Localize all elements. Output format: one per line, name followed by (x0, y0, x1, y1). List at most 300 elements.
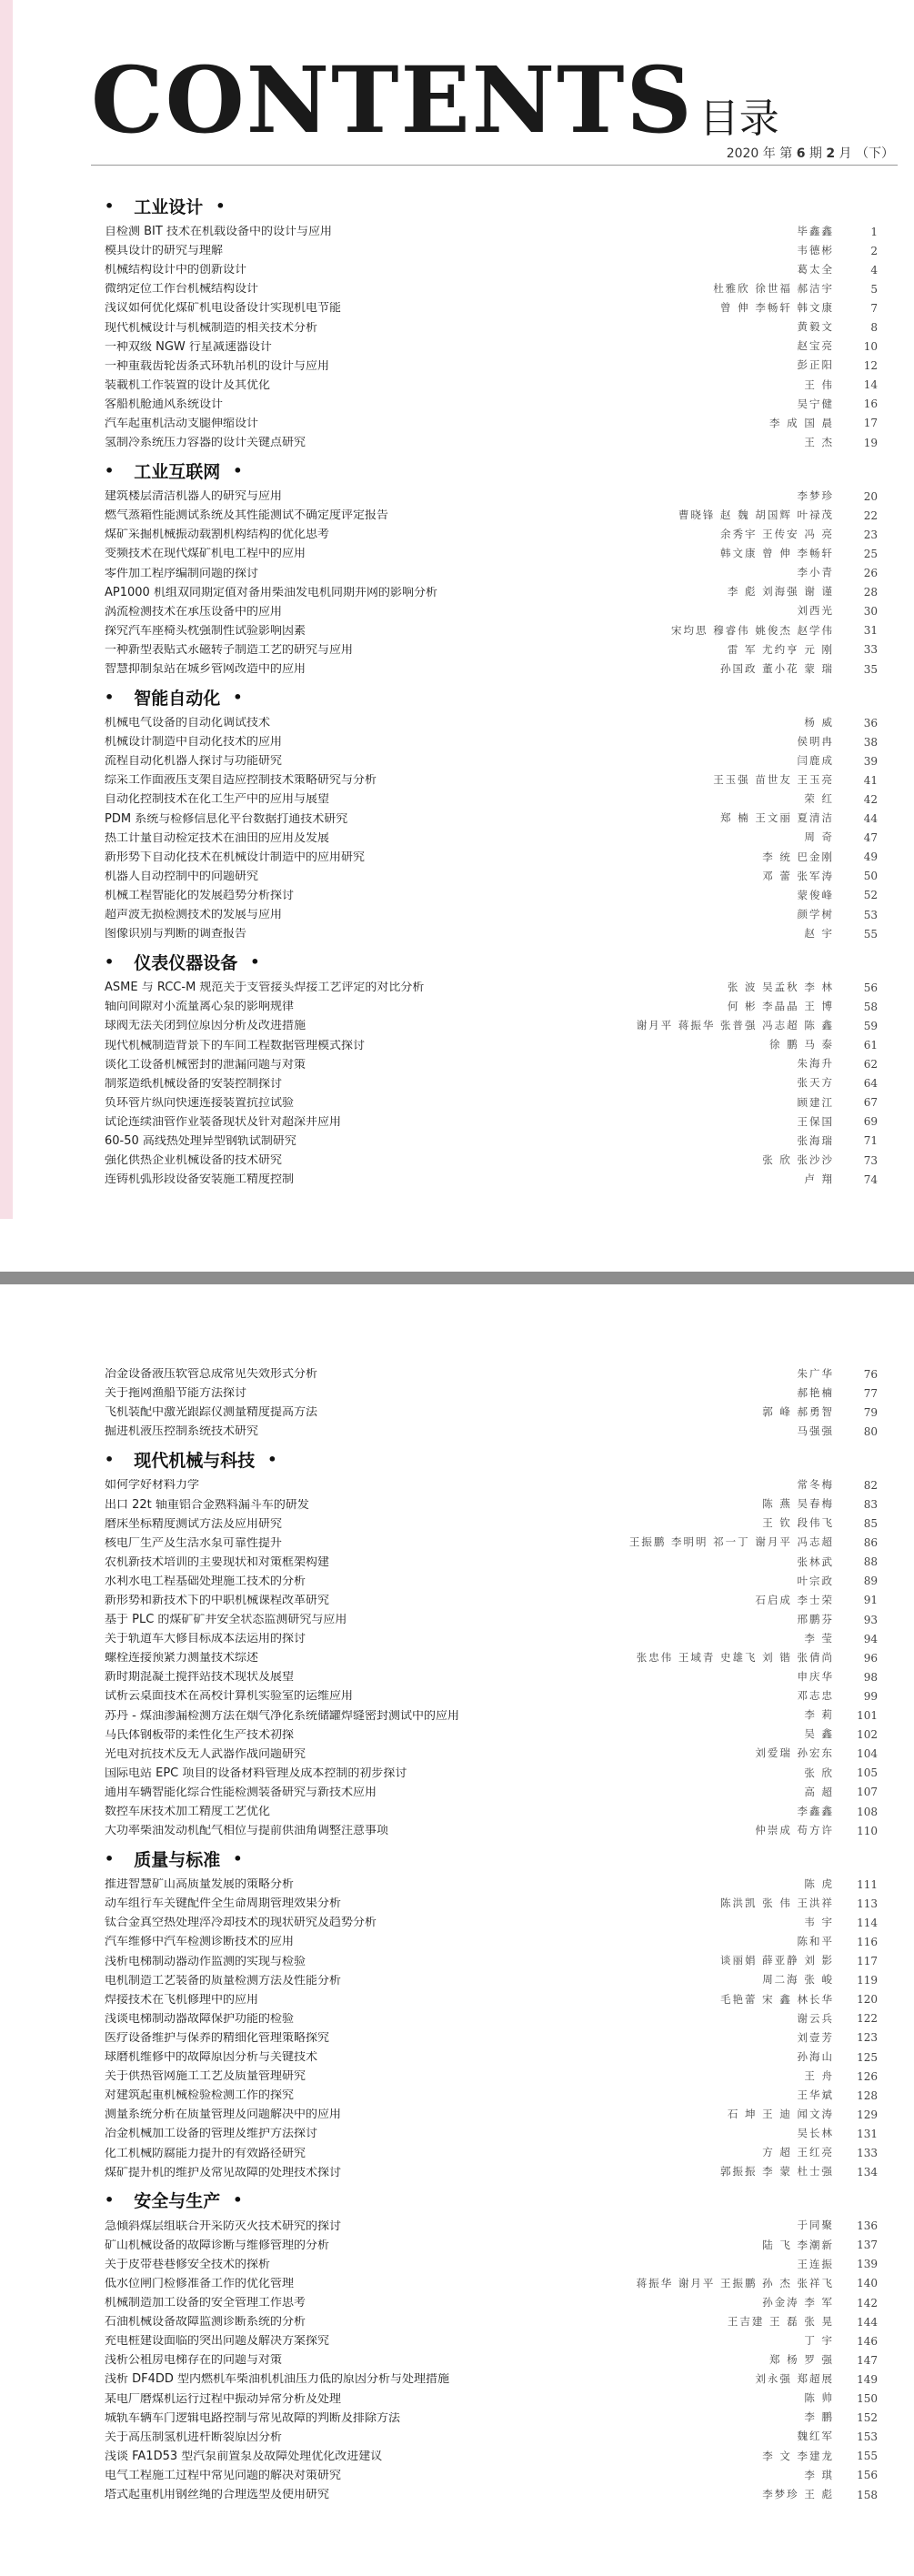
article-authors: 杜雅欣 徐世福 郝洁宇 (713, 282, 834, 296)
article-authors: 邓志忠 (797, 1689, 834, 1703)
article-title: 关于拖网渔船节能方法探讨 (105, 1387, 247, 1400)
toc-entry[interactable] (105, 1686, 878, 1706)
article-page: 96 (863, 1651, 878, 1665)
toc-entry[interactable] (105, 1726, 878, 1745)
article-page: 128 (857, 2088, 878, 2102)
article-page: 98 (863, 1670, 878, 1684)
article-page: 56 (863, 981, 878, 994)
toc-entry[interactable] (105, 1494, 878, 1514)
article-page: 131 (857, 2127, 878, 2140)
article-page: 137 (857, 2239, 878, 2252)
article-page: 71 (863, 1134, 878, 1148)
toc-entry[interactable] (105, 2048, 878, 2067)
article-authors: 孙国政 董小花 蒙 瑞 (720, 661, 834, 675)
article-authors: 毕鑫鑫 (797, 224, 834, 237)
toc-entry[interactable] (105, 2105, 878, 2124)
toc-entry[interactable] (105, 2312, 878, 2331)
article-title: 客船机舱通风系统设计 (105, 397, 224, 410)
toc-entry[interactable] (105, 583, 878, 602)
article-page: 91 (863, 1594, 878, 1607)
toc-entry[interactable] (105, 260, 878, 279)
article-authors: 李 彪 刘海强 谢 谨 (727, 585, 834, 599)
article-authors: 彭正阳 (797, 358, 834, 372)
issue-year-suffix: 年 第 (762, 146, 793, 161)
article-title: 机械工程智能化的发展趋势分析探讨 (105, 889, 295, 901)
toc-entry[interactable] (105, 414, 878, 433)
article-authors: 张 波 吴孟秋 李 林 (727, 980, 834, 993)
article-authors: 李 莉 (804, 1708, 834, 1722)
article-title: 测量系统分析在质量管理及问题解决中的应用 (105, 2108, 342, 2121)
article-authors: 朱海升 (797, 1057, 834, 1071)
toc-entry[interactable] (105, 1667, 878, 1686)
article-title: 石油机械设备故障监测诊断系统的分析 (105, 2316, 306, 2329)
article-title: 自动化控制技术在化工生产中的应用与展望 (105, 793, 330, 806)
article-title: 核电厂生产及生活水泵可靠性提升 (105, 1536, 283, 1549)
article-authors: 于同聚 (797, 2219, 834, 2232)
toc-entry[interactable] (105, 621, 878, 640)
article-title: 磨床坐标精度测试方法及应用研究 (105, 1517, 283, 1530)
article-page: 53 (863, 908, 878, 921)
article-title: 装載机工作装置的设计及其优化 (105, 378, 271, 391)
article-title: 新形势和新技术下的中职机械课程改革研究 (105, 1594, 330, 1606)
article-authors: 陈和平 (797, 1935, 834, 1948)
bullet-icon: • (216, 196, 226, 215)
toc-entry[interactable] (105, 2028, 878, 2048)
article-page: 28 (863, 586, 878, 599)
section-heading (105, 684, 878, 709)
toc-entry[interactable] (105, 1875, 878, 1894)
article-authors: 王玉强 苗世友 王玉亮 (713, 773, 834, 787)
toc-entry[interactable] (105, 2390, 878, 2409)
article-title: 模具设计的研究与理解 (105, 245, 224, 257)
article-page: 33 (863, 643, 878, 657)
toc-entry[interactable] (105, 2409, 878, 2428)
toc-entry[interactable] (105, 2143, 878, 2162)
article-authors: 张 欣 (804, 1766, 834, 1779)
article-authors: 刘永强 郑超展 (755, 2372, 834, 2386)
article-authors: 郝艳楠 (797, 1385, 834, 1399)
toc-entry[interactable] (105, 2293, 878, 2312)
article-page: 39 (863, 754, 878, 768)
article-authors: 邢鹏芬 (797, 1612, 834, 1625)
article-authors: 张林武 (797, 1555, 834, 1568)
article-authors: 赵 宇 (804, 926, 834, 940)
article-authors: 邓 蕾 张军涛 (762, 869, 834, 882)
article-title: 数控车床技术加工精度工艺优化 (105, 1806, 271, 1818)
article-page: 150 (857, 2392, 878, 2406)
article-page: 101 (857, 1709, 878, 1723)
section-title: 工业设计 (134, 196, 204, 217)
article-title: 流程自动化机器人探讨与功能研究 (105, 755, 283, 768)
contents-page-1 (0, 0, 914, 1273)
issue-month-suffix: 月 (839, 146, 852, 161)
article-title: 水利水电工程基础处理施工技术的分析 (105, 1575, 306, 1587)
article-page: 62 (863, 1058, 878, 1072)
toc-entry[interactable] (105, 222, 878, 241)
contents-title-cn: 目录 (698, 96, 779, 142)
article-page: 31 (863, 624, 878, 638)
toc-entry[interactable] (105, 751, 878, 770)
section-title: 智能自动化 (134, 688, 221, 709)
article-page: 85 (863, 1517, 878, 1531)
article-page: 74 (863, 1172, 878, 1186)
section-heading (105, 458, 878, 483)
article-title: AP1000 机组双同期定值对备用柴油发电机同期并网的影响分析 (105, 586, 437, 599)
article-authors: 李 琪 (804, 2468, 834, 2481)
toc-entry[interactable] (105, 1932, 878, 1951)
section-title: 现代机械与科技 (134, 1450, 256, 1471)
toc-entry[interactable] (105, 1170, 878, 1189)
toc-entry[interactable] (105, 1706, 878, 1726)
toc-entry[interactable] (105, 1913, 878, 1932)
toc-entry[interactable] (105, 337, 878, 357)
article-page: 35 (863, 662, 878, 676)
article-title: 汽车起重机活动支腿伸缩设计 (105, 417, 259, 429)
toc-entry[interactable] (105, 1364, 878, 1384)
article-title: 大功率柴油发动机配气相位与提前供油角调整注意事项 (105, 1825, 389, 1837)
article-title: 新形势下自动化技术在机械设计制造中的应用研究 (105, 850, 366, 863)
toc-entry[interactable] (105, 1553, 878, 1572)
toc-entry[interactable] (105, 1802, 878, 1821)
article-page: 69 (863, 1115, 878, 1129)
article-title: 城轨车辆车门逻辑电路控制与常见故障的判断及排除方法 (105, 2411, 401, 2424)
article-page: 19 (863, 436, 878, 449)
article-title: 一种新型表贴式永磁转子制造工艺的研究与应用 (105, 643, 354, 656)
toc-entry[interactable] (105, 867, 878, 886)
toc-entry[interactable] (105, 1745, 878, 1764)
article-authors: 刘壹芳 (797, 2030, 834, 2044)
toc-entry[interactable] (105, 487, 878, 506)
article-authors: 荣 红 (804, 792, 834, 806)
article-authors: 谢云兵 (797, 2011, 834, 2025)
article-title: 低水位闸门检修准备工作的优化管理 (105, 2277, 295, 2289)
toc-entry[interactable] (105, 1971, 878, 1990)
article-title: 国际电站 EPC 项目的设备材料管理及成本控制的初步探讨 (105, 1766, 407, 1779)
article-authors: 李梦珍 (797, 488, 834, 502)
toc-page-2 (105, 1364, 878, 2504)
article-page: 94 (863, 1632, 878, 1645)
bullet-icon: • (233, 688, 243, 706)
article-title: 汽车维修中汽车检测诊断技术的应用 (105, 1936, 295, 1948)
bullet-icon: • (105, 688, 115, 706)
article-title: 现代机械制造背景下的车间工程数据管理模式探讨 (105, 1039, 366, 1052)
article-title: 浅议如何优化煤矿机电设备设计实现机电节能 (105, 302, 342, 315)
article-page: 133 (857, 2147, 878, 2160)
article-title: 浅谈 FA1D53 型汽泵前置泵及故障处理优化改进建议 (105, 2450, 383, 2462)
article-authors: 韦德彬 (797, 243, 834, 257)
article-page: 82 (863, 1478, 878, 1492)
toc-entry[interactable] (105, 978, 878, 997)
article-page: 155 (857, 2450, 878, 2463)
article-authors: 郑 杨 罗 强 (769, 2353, 834, 2367)
bullet-icon: • (105, 461, 115, 479)
section-heading (105, 2188, 878, 2213)
article-page: 26 (863, 567, 878, 580)
article-page: 23 (863, 528, 878, 541)
toc-entry[interactable] (105, 1894, 878, 1913)
article-page: 52 (863, 889, 878, 902)
article-authors: 杨 威 (804, 715, 834, 729)
bullet-icon: • (267, 1450, 277, 1468)
toc-entry[interactable] (105, 713, 878, 732)
article-title: 关于高压制氢机进杆断裂原因分析 (105, 2430, 283, 2443)
article-title: 机械设计制造中自动化技术的应用 (105, 736, 283, 749)
toc-entry[interactable] (105, 2350, 878, 2370)
article-authors: 仲崇成 苟方许 (755, 1823, 834, 1836)
article-authors: 李 统 巴金刚 (762, 850, 834, 863)
article-authors: 王 杰 (804, 435, 834, 448)
toc-entry[interactable] (105, 1514, 878, 1534)
toc-entry[interactable] (105, 1112, 878, 1132)
toc-entry[interactable] (105, 1035, 878, 1054)
article-title: 急倾斜煤层组联合开采防灭火技术研究的探讨 (105, 2219, 342, 2232)
article-page: 134 (857, 2166, 878, 2179)
toc-entry[interactable] (105, 1403, 878, 1422)
article-title: 冶金机械加工设备的管理及维护方法探讨 (105, 2128, 318, 2140)
article-authors: 陈 虎 (804, 1877, 834, 1890)
toc-entry[interactable] (105, 2331, 878, 2350)
toc-entry[interactable] (105, 1093, 878, 1112)
article-title: 试论连续油管作业装备现状及针对超深井应用 (105, 1115, 342, 1128)
article-page: 120 (857, 1993, 878, 2007)
article-page: 153 (857, 2430, 878, 2444)
toc-entry[interactable] (105, 886, 878, 905)
toc-entry[interactable] (105, 2236, 878, 2255)
article-page: 83 (863, 1498, 878, 1512)
article-title: 负环管片纵向快速连接装置抗拉试验 (105, 1096, 295, 1109)
article-page: 125 (857, 2050, 878, 2064)
article-page: 99 (863, 1689, 878, 1703)
article-title: 微纳定位工作台机械结构设计 (105, 283, 259, 296)
toc-entry[interactable] (105, 2217, 878, 2236)
article-title: 综采工作面液压支架自适应控制技术策略研究与分析 (105, 774, 377, 787)
toc-entry[interactable] (105, 1572, 878, 1591)
article-page: 123 (857, 2031, 878, 2045)
article-title: 燃气蒸箱性能测试系统及其性能测试不确定度评定报告 (105, 509, 389, 522)
article-authors: 吴宁健 (797, 397, 834, 410)
toc-entry[interactable] (105, 279, 878, 298)
article-authors: 赵宝亮 (797, 339, 834, 353)
toc-entry[interactable] (105, 659, 878, 679)
toc-entry[interactable] (105, 2274, 878, 2293)
toc-entry[interactable] (105, 2009, 878, 2028)
article-page: 107 (857, 1786, 878, 1799)
toc-entry[interactable] (105, 1629, 878, 1648)
toc-entry[interactable] (105, 2447, 878, 2466)
toc-entry[interactable] (105, 997, 878, 1016)
section-title: 安全与生产 (134, 2191, 221, 2212)
toc-entry[interactable] (105, 2428, 878, 2447)
article-page: 149 (857, 2372, 878, 2386)
article-title: 关于供热管网施工工艺及质量管理研究 (105, 2070, 306, 2083)
toc-entry[interactable] (105, 2255, 878, 2274)
article-title: 农机新技术培训的主要现状和对策框架构建 (105, 1555, 330, 1568)
article-page: 41 (863, 773, 878, 787)
article-authors: 王振鹏 李明明 祁一丁 谢月平 冯志超 (628, 1535, 834, 1549)
article-page: 61 (863, 1039, 878, 1052)
article-page: 80 (863, 1424, 878, 1438)
article-title: 浅谈电梯制动器故障保护功能的检验 (105, 2012, 295, 2025)
article-authors: 张忠伟 王域青 史雄飞 刘 锴 张倩尚 (636, 1651, 834, 1665)
toc-entry[interactable] (105, 1475, 878, 1494)
toc-entry[interactable] (105, 1610, 878, 1629)
article-page: 76 (863, 1367, 878, 1381)
article-authors: 毛艳蕾 宋 鑫 林长华 (720, 1992, 834, 2006)
article-authors: 王 伟 (804, 377, 834, 391)
toc-entry[interactable] (105, 790, 878, 809)
toc-entry[interactable] (105, 395, 878, 414)
article-authors: 李 莹 (804, 1631, 834, 1645)
article-authors: 谢月平 蒋振华 张普强 冯志超 陈 鑫 (636, 1019, 834, 1032)
toc-entry[interactable] (105, 241, 878, 260)
article-page: 110 (857, 1824, 878, 1837)
toc-entry[interactable] (105, 905, 878, 924)
toc-entry[interactable] (105, 2485, 878, 2504)
article-page: 1 (870, 225, 878, 238)
toc-entry[interactable] (105, 564, 878, 583)
article-title: 涡流检测技术在承压设备中的应用 (105, 605, 283, 618)
toc-entry[interactable] (105, 506, 878, 525)
toc-entry[interactable] (105, 1055, 878, 1074)
toc-entry[interactable] (105, 602, 878, 621)
article-page: 108 (857, 1805, 878, 1818)
toc-entry[interactable] (105, 829, 878, 848)
article-authors: 孙海山 (797, 2049, 834, 2063)
article-authors: 陆 飞 李潮新 (762, 2238, 834, 2251)
article-authors: 张天方 (797, 1076, 834, 1090)
toc-entry[interactable] (105, 376, 878, 395)
article-page: 49 (863, 850, 878, 864)
toc-entry[interactable] (105, 1764, 878, 1783)
toc-entry[interactable] (105, 640, 878, 659)
article-title: 马氏体钢板带的柔性化生产技术初探 (105, 1728, 295, 1741)
article-authors: 曾 伸 李畅轩 韩文康 (720, 301, 834, 315)
issue-number: 6 (796, 146, 806, 161)
article-page: 102 (857, 1728, 878, 1742)
article-authors: 丁 宇 (804, 2334, 834, 2348)
toc-entry[interactable] (105, 1591, 878, 1610)
toc-entry[interactable] (105, 770, 878, 790)
article-page: 55 (863, 927, 878, 941)
article-page: 114 (857, 1916, 878, 1929)
toc-entry[interactable] (105, 1783, 878, 1802)
issue-year: 2020 (726, 146, 759, 161)
article-title: 机械电气设备的自动化调试技术 (105, 717, 271, 730)
article-page: 14 (863, 378, 878, 392)
toc-entry[interactable] (105, 2163, 878, 2182)
article-title: 矿山机械设备的故障诊断与维修管理的分析 (105, 2239, 330, 2251)
toc-entry[interactable] (105, 1821, 878, 1840)
article-page: 142 (857, 2296, 878, 2309)
contents-title-en: CONTENTS (91, 46, 694, 154)
toc-entry[interactable] (105, 848, 878, 867)
article-authors: 吴长林 (797, 2127, 834, 2140)
toc-entry[interactable] (105, 1132, 878, 1151)
article-title: 探究汽车座椅头枕强制性试验影响因素 (105, 624, 306, 637)
article-title: 谈化工设备机械密封的泄漏问题与对策 (105, 1058, 306, 1071)
article-page: 116 (857, 1935, 878, 1948)
header-rule (91, 165, 898, 166)
article-authors: 宋均思 穆睿伟 姚俊杰 赵学伟 (671, 623, 834, 637)
toc-entry[interactable] (105, 2124, 878, 2143)
article-authors: 张 欣 张沙沙 (762, 1152, 834, 1166)
article-page: 105 (857, 1766, 878, 1780)
article-authors: 韦 宇 (804, 1916, 834, 1929)
section-title: 仪表仪器设备 (134, 952, 238, 973)
toc-entry[interactable] (105, 525, 878, 544)
toc-entry[interactable] (105, 2370, 878, 2389)
article-authors: 黄毅文 (797, 320, 834, 334)
article-title: 球磨机维修中的故障原因分析与关键技术 (105, 2051, 318, 2064)
article-page: 12 (863, 359, 878, 373)
toc-entry[interactable] (105, 1074, 878, 1093)
toc-entry[interactable] (105, 357, 878, 376)
toc-entry[interactable] (105, 298, 878, 317)
article-page: 58 (863, 1000, 878, 1013)
bullet-icon: • (233, 2191, 243, 2209)
toc-entry[interactable] (105, 317, 878, 337)
article-authors: 王 舟 (804, 2068, 834, 2082)
bullet-icon: • (250, 952, 260, 971)
section-heading (105, 1846, 878, 1871)
article-title: 浅析电梯制动器动作监测的实现与检验 (105, 1955, 306, 1967)
toc-entry[interactable] (105, 1151, 878, 1170)
toc-entry[interactable] (105, 924, 878, 943)
article-authors: 王吉建 王 磊 张 晃 (727, 2314, 834, 2328)
article-authors: 侯明冉 (797, 734, 834, 748)
article-page: 8 (870, 321, 878, 335)
toc-entry[interactable] (105, 1534, 878, 1553)
article-authors: 郑 楠 王文丽 夏清洁 (720, 811, 834, 825)
article-title: 焊接技术在飞机修理中的应用 (105, 1993, 259, 2006)
toc-entry[interactable] (105, 1422, 878, 1441)
toc-entry[interactable] (105, 1990, 878, 2009)
article-title: 一种重载齿轮齿条式环轨吊机的设计与应用 (105, 359, 330, 372)
article-authors: 方 超 王红亮 (762, 2146, 834, 2159)
article-title: 医疗设备维护与保养的精细化管理策略探究 (105, 2031, 330, 2044)
toc-entry[interactable] (105, 2067, 878, 2086)
article-title: 机械制造加工设备的安全管理工作思考 (105, 2297, 306, 2309)
article-title: 飞机装配中激光跟踪仪测量精度提高方法 (105, 1406, 318, 1419)
toc-entry[interactable] (105, 810, 878, 829)
toc-entry[interactable] (105, 544, 878, 563)
article-page: 25 (863, 547, 878, 560)
article-title: 机械结构设计中的创新设计 (105, 264, 247, 277)
toc-entry[interactable] (105, 1648, 878, 1667)
article-page: 73 (863, 1153, 878, 1167)
article-title: 某电厂磨煤机运行过程中振动异常分析及处理 (105, 2392, 342, 2405)
article-page: 117 (857, 1955, 878, 1968)
bullet-icon: • (233, 1849, 243, 1867)
article-authors: 申庆华 (797, 1670, 834, 1684)
toc-entry[interactable] (105, 1016, 878, 1035)
article-title: PDM 系统与检修信息化平台数据打通技术研究 (105, 812, 348, 825)
article-title: 掘进机液压控制系统技术研究 (105, 1425, 259, 1438)
article-page: 111 (857, 1877, 878, 1891)
article-title: 冶金设备液压软管总成常见失效形式分析 (105, 1368, 318, 1381)
toc-entry[interactable] (105, 1952, 878, 1971)
toc-entry[interactable] (105, 433, 878, 452)
toc-entry[interactable] (105, 1384, 878, 1403)
bullet-icon: • (233, 461, 243, 479)
toc-entry[interactable] (105, 2466, 878, 2485)
article-title: 塔式起重机用钢丝绳的合理选型及使用研究 (105, 2489, 330, 2501)
article-authors: 石启成 李士荣 (755, 1593, 834, 1606)
toc-entry[interactable] (105, 732, 878, 751)
article-title: 充电桩建设面临的突出问题及解决方案探究 (105, 2335, 330, 2348)
toc-page-1 (105, 187, 878, 1189)
toc-entry[interactable] (105, 2086, 878, 2105)
